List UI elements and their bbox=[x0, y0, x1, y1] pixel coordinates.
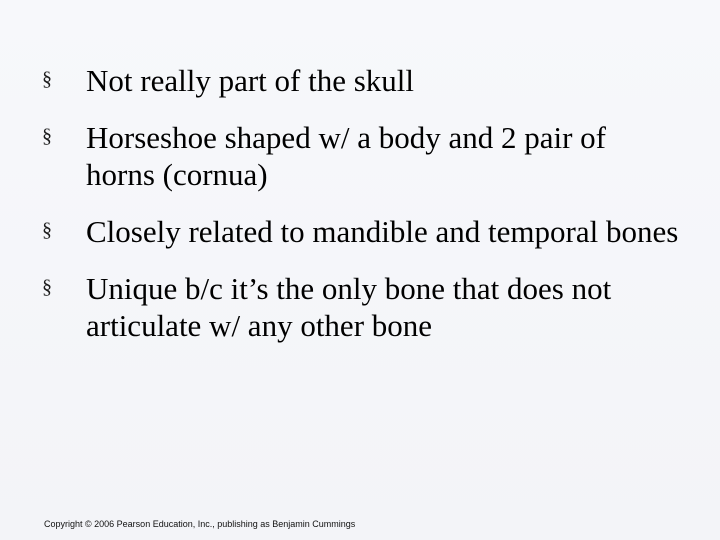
copyright-footer: Copyright © 2006 Pearson Education, Inc., publishing as Benjamin Cummings bbox=[44, 519, 356, 529]
bullet-text: Not really part of the skull bbox=[86, 63, 414, 98]
bullet-text: Closely related to mandible and temporal bones bbox=[86, 214, 679, 249]
bullet-item bbox=[42, 119, 682, 193]
bullet-marker-icon: § bbox=[42, 125, 52, 147]
bullet-item bbox=[42, 270, 682, 344]
bullet-item bbox=[42, 213, 682, 250]
bullet-item bbox=[42, 62, 682, 99]
bullet-marker-icon: § bbox=[42, 68, 52, 90]
bullet-marker-icon: § bbox=[42, 219, 52, 241]
bullet-list bbox=[42, 62, 682, 344]
bullet-marker-icon: § bbox=[42, 276, 52, 298]
bullet-text: Horseshoe shaped w/ a body and 2 pair of horns (cornua) bbox=[86, 120, 606, 192]
bullet-text: Unique b/c it’s the only bone that does not articulate w/ any other bone bbox=[86, 271, 612, 343]
